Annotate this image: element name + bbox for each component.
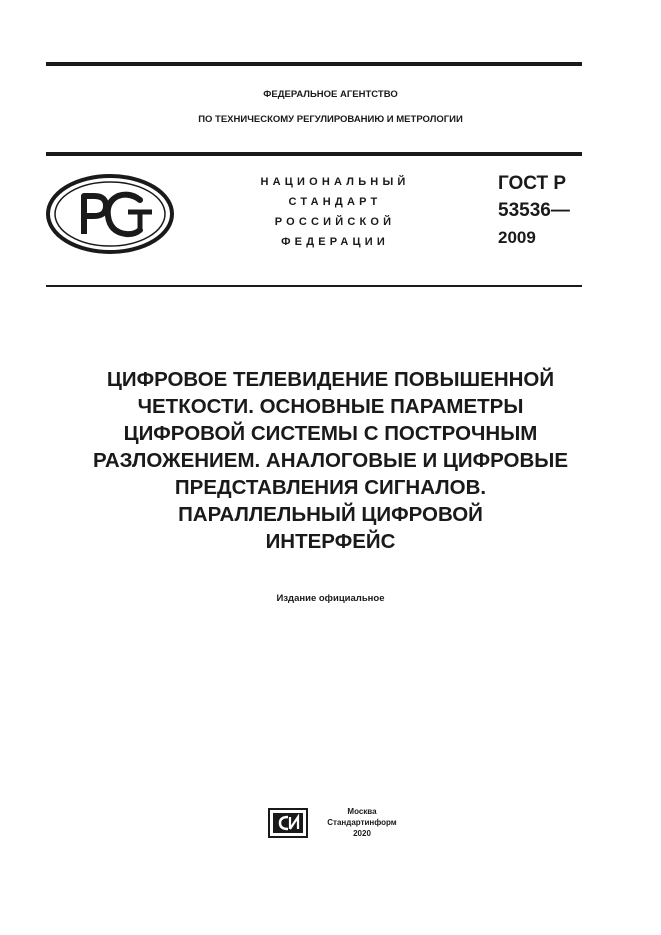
publisher-block: [316, 806, 408, 839]
agency-line-2: ПО ТЕХНИЧЕСКОМУ РЕГУЛИРОВАНИЮ И МЕТРОЛОГИИ: [198, 114, 463, 125]
header-rule: [46, 152, 582, 156]
national-standard-label: [230, 172, 440, 252]
title-line-4: РАЗЛОЖЕНИЕМ. АНАЛОГОВЫЕ И ЦИФРОВЫЕ: [92, 449, 568, 472]
publisher-year: 2020: [353, 829, 371, 838]
standard-code: [498, 170, 570, 251]
publisher-city: Москва: [347, 807, 377, 816]
title-line-3: ЦИФРОВОЙ СИСТЕМЫ С ПОСТРОЧНЫМ: [123, 422, 538, 445]
document-title: [40, 366, 621, 555]
publisher-name: Стандартинформ: [327, 818, 397, 827]
title-line-7: ИНТЕРФЕЙС: [265, 530, 396, 553]
title-line-5: ПРЕДСТАВЛЕНИЯ СИГНАЛОВ.: [174, 476, 487, 499]
standartinform-logo-icon: [268, 808, 308, 838]
national-line-1: НАЦИОНАЛЬНЫЙ: [260, 176, 410, 188]
national-line-2: СТАНДАРТ: [288, 196, 382, 208]
national-line-3: РОССИЙСКОЙ: [274, 216, 396, 228]
edition-label: Издание официальное: [276, 593, 385, 604]
rst-emblem-icon: [44, 172, 176, 256]
standard-code-line-1: ГОСТ Р: [498, 173, 567, 194]
standard-rule: [46, 285, 582, 287]
agency-line-1: ФЕДЕРАЛЬНОЕ АГЕНТСТВО: [263, 89, 398, 100]
standard-code-year: 2009: [498, 228, 536, 247]
top-rule: [46, 62, 582, 66]
title-line-6: ПАРАЛЛЕЛЬНЫЙ ЦИФРОВОЙ: [178, 503, 483, 526]
national-line-4: ФЕДЕРАЦИИ: [281, 236, 389, 248]
title-line-2: ЧЕТКОСТИ. ОСНОВНЫЕ ПАРАМЕТРЫ: [137, 395, 524, 418]
title-line-1: ЦИФРОВОЕ ТЕЛЕВИДЕНИЕ ПОВЫШЕННОЙ: [106, 368, 555, 391]
standard-code-line-2: 53536—: [498, 200, 570, 221]
